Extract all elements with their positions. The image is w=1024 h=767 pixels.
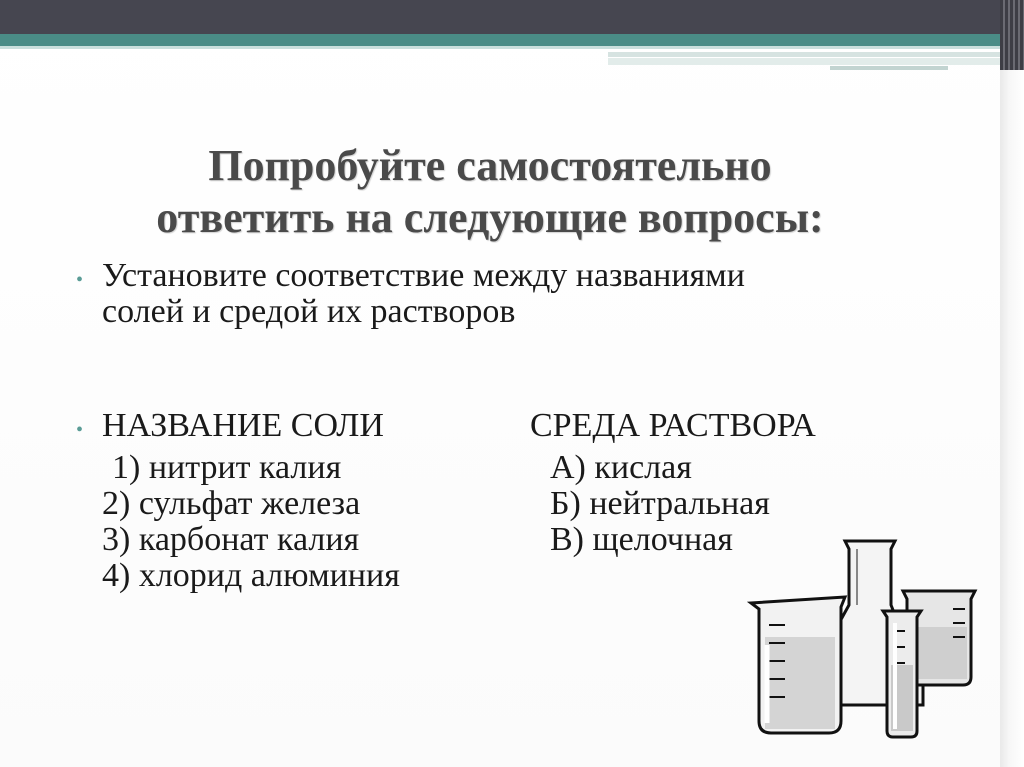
slide-right-edge-dark	[1000, 0, 1024, 70]
header-dark-bar	[0, 0, 1000, 34]
slide-title	[60, 140, 920, 244]
salt-name-header	[76, 407, 482, 444]
salt-item: 2) сульфат железа	[102, 485, 361, 522]
solution-medium-header: СРЕДА РАСТВОРА	[530, 407, 816, 444]
header-teal-band	[0, 34, 1000, 46]
lab-glassware-icon	[745, 535, 985, 740]
header-stripe	[830, 66, 948, 70]
header-teal-thin-line	[0, 46, 1000, 49]
task-text-line: солей и средой их растворов	[102, 293, 516, 330]
task-text-line: Установите соответствие между названиями	[102, 257, 745, 294]
slide-title-line: Попробуйте самостоятельно	[208, 141, 772, 190]
slide-right-edge	[1000, 0, 1024, 767]
header-stripe	[608, 58, 1000, 65]
task-bullet	[76, 257, 922, 330]
bullet-dot: •	[76, 269, 84, 291]
salt-item: 1) нитрит калия	[112, 449, 342, 486]
medium-item: В) щелочная	[550, 521, 733, 558]
slide-title-line: ответить на следующие вопросы:	[156, 193, 824, 242]
salt-item: 4) хлорид алюминия	[102, 557, 400, 594]
bullet-dot: •	[76, 419, 84, 441]
salt-name-header-text: НАЗВАНИЕ СОЛИ	[102, 407, 384, 444]
medium-item: Б) нейтральная	[550, 485, 770, 522]
salt-item: 3) карбонат калия	[102, 521, 360, 558]
medium-item: А) кислая	[550, 449, 692, 486]
header-stripe	[608, 52, 1000, 57]
